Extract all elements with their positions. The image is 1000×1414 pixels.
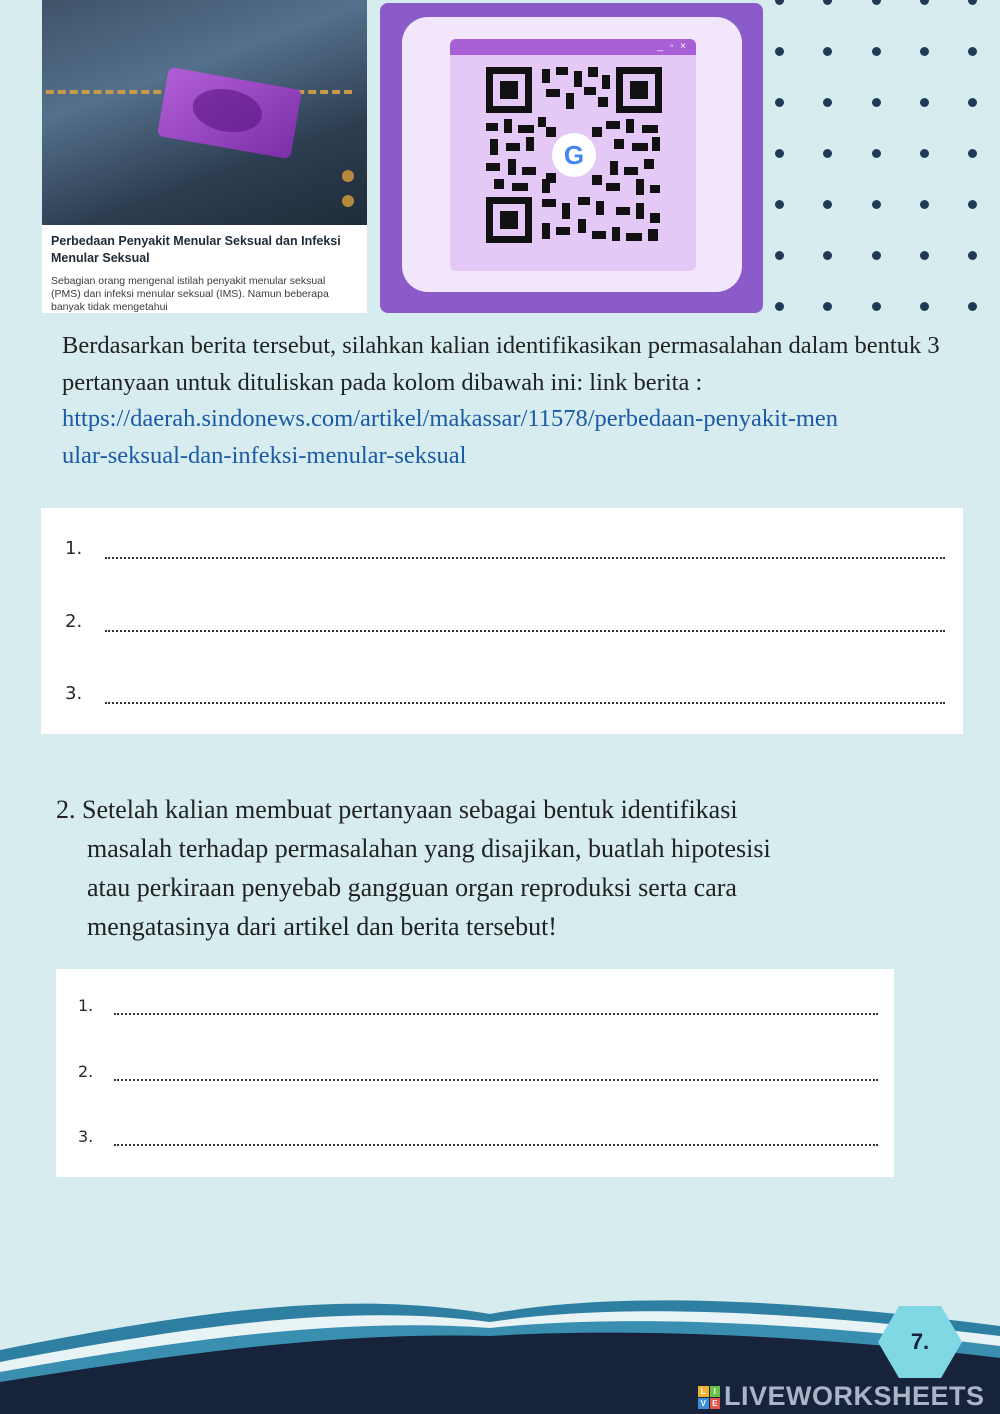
question-2-line: 2. Setelah kalian membuat pertanyaan sebagai bentuk identifikasi <box>56 795 738 824</box>
news-title: Perbedaan Penyakit Menular Seksual dan Infeksi Menular Seksual <box>51 234 341 265</box>
answer-line[interactable] <box>78 996 878 1015</box>
question-answer-box <box>41 508 963 734</box>
answer-fill-line[interactable] <box>105 630 945 632</box>
rivet <box>342 170 354 182</box>
answer-line[interactable] <box>65 538 945 559</box>
page-number: 7. <box>910 1329 930 1354</box>
instruction-text: Berdasarkan berita tersebut, silahkan kalian identifikasikan permasalahan dalam bentuk 3 pertanyaan untuk dituliskan pada kolom dibawah ini: link berita : <box>62 332 940 396</box>
question-2-line: atau perkiraan penyebab gangguan organ reproduksi serta cara <box>87 873 737 902</box>
answer-fill-line[interactable] <box>114 1144 878 1146</box>
qr-card <box>380 3 763 313</box>
question-2-line: mengatasinya dari artikel dan berita tersebut! <box>87 912 557 941</box>
answer-fill-line[interactable] <box>114 1079 878 1081</box>
answer-line-number: 1. <box>65 538 83 559</box>
answer-line[interactable] <box>65 683 945 704</box>
qr-card-inner <box>402 17 742 292</box>
hypothesis-answer-box <box>56 969 894 1177</box>
answer-fill-line[interactable] <box>105 557 945 559</box>
answer-line-number: 2. <box>65 611 83 632</box>
answer-line-number: 3. <box>65 683 83 704</box>
liveworksheets-logo-icon: L I V E <box>698 1386 720 1408</box>
answer-line[interactable] <box>78 1127 878 1146</box>
news-photo <box>42 0 367 225</box>
qr-window <box>450 39 696 271</box>
article-link[interactable]: https://daerah.sindonews.com/artikel/makassar/11578/perbedaan-penyakit-menular-seksual-dan-infeksi-menular-seksual <box>62 405 839 469</box>
answer-line-number: 1. <box>78 996 94 1015</box>
liveworksheets-brand-text: LIVEWORKSHEETS <box>724 1381 985 1411</box>
news-clipping <box>42 0 367 313</box>
qr-code-icon[interactable] <box>486 67 662 243</box>
answer-fill-line[interactable] <box>105 702 945 704</box>
rivet <box>342 195 354 207</box>
answer-line[interactable] <box>65 611 945 632</box>
question-2-line: masalah terhadap permasalahan yang disajikan, buatlah hipotesisi <box>87 834 771 863</box>
news-snippet: Sebagian orang mengenal istilah penyakit menular seksual (PMS) dan infeksi menular seksual (IMS). Namun beberapa banyak tidak mengetahui <box>51 275 329 313</box>
answer-line[interactable] <box>78 1062 878 1081</box>
instruction-paragraph <box>62 328 942 474</box>
answer-line-number: 2. <box>78 1062 94 1081</box>
question-2 <box>56 790 936 946</box>
qr-window-titlebar: _ ▫ × <box>450 39 696 55</box>
liveworksheets-watermark <box>698 1381 985 1412</box>
answer-fill-line[interactable] <box>114 1013 878 1015</box>
google-logo-letter: G <box>563 140 585 170</box>
answer-line-number: 3. <box>78 1127 94 1146</box>
